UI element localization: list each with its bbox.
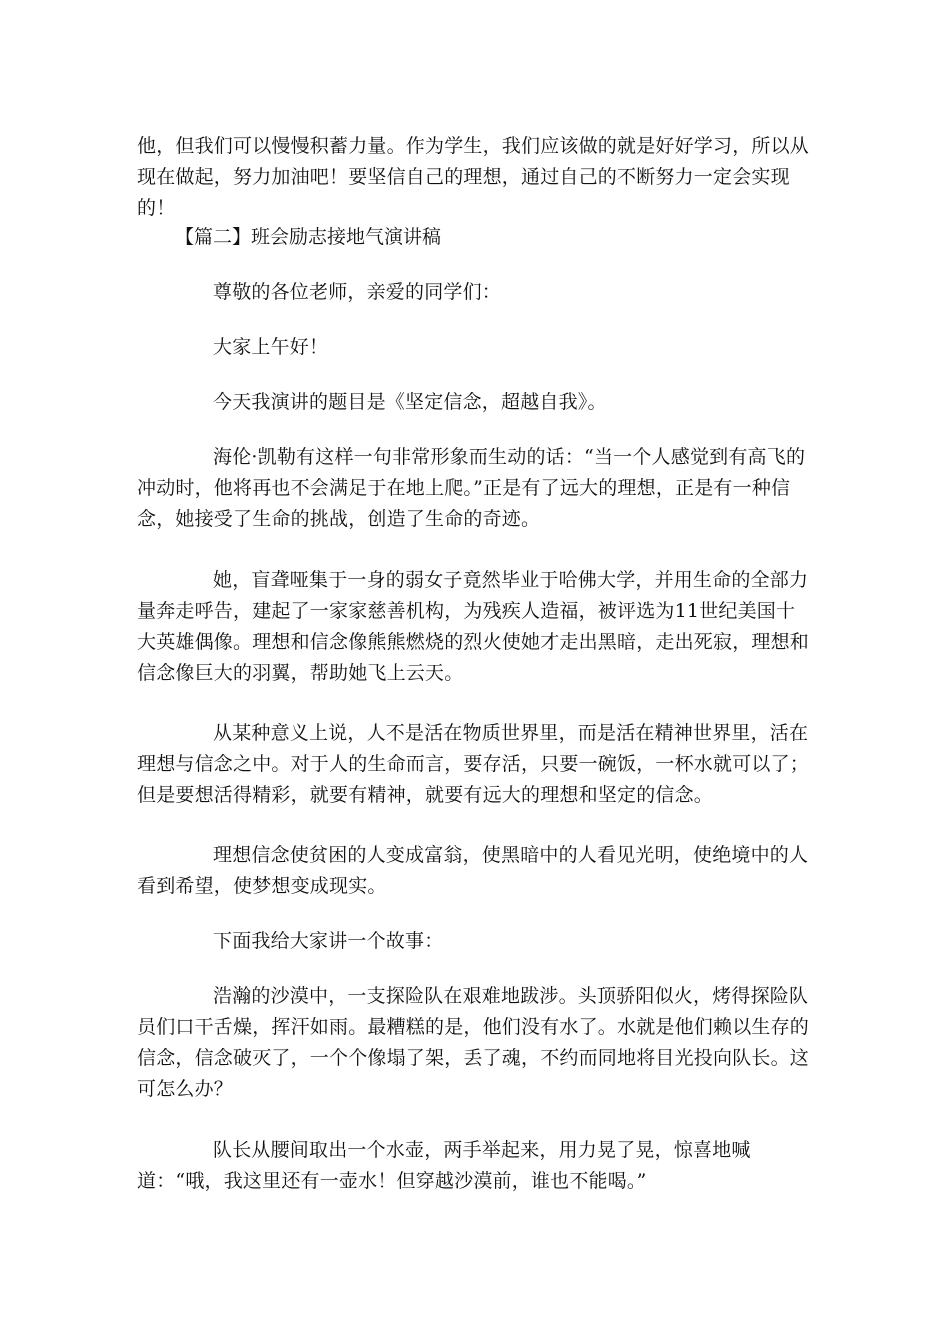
paragraph-topic: 今天我演讲的题目是《坚定信念，超越自我》。 <box>213 391 607 413</box>
paragraph-desert-story: 浩瀚的沙漠中，一支探险队在艰难地跋涉。头顶骄阳似火，烤得探险队员们口干舌燥，挥汗如雨。最糟糕的是，他们没有水了。水就是他们赖以生存的信念，信念破灭了，一个个像塌了架，丢了魂，不约而同地将目光投向队长。这可怎么办？ <box>137 985 810 1100</box>
paragraph-greeting: 大家上午好！ <box>213 336 329 358</box>
paragraph-salutation: 尊敬的各位老师，亲爱的同学们： <box>213 281 502 303</box>
section-heading: 【篇二】班会励志接地气演讲稿 <box>175 226 442 248</box>
paragraph-story-intro: 下面我给大家讲一个故事： <box>213 930 444 952</box>
paragraph-helen-keller-story: 她，盲聋哑集于一身的弱女子竟然毕业于哈佛大学，并用生命的全部力量奔走呼告，建起了一家家慈善机构，为残疾人造福，被评选为11世纪美国十大英雄偶像。理想和信念像熊熊燃烧的烈火使她才走出黑暗，走出死寂，理想和信念像巨大的羽翼，帮助她飞上云天。 <box>137 569 810 684</box>
paragraph-continuation: 他，但我们可以慢慢积蓄力量。作为学生，我们应该做的就是好好学习，所以从现在做起，努力加油吧！要坚信自己的理想，通过自己的不断努力一定会实现的！ <box>137 135 810 219</box>
paragraph-meaning: 从某种意义上说，人不是活在物质世界里，而是活在精神世界里，活在理想与信念之中。对于人的生命而言，要存活，只要一碗饭，一杯水就可以了；但是要想活得精彩，就要有精神，就要有远大的理想和坚定的信念。 <box>137 722 810 806</box>
paragraph-helen-keller-quote: 海伦·凯勒有这样一句非常形象而生动的话：“当一个人感觉到有高飞的冲动时，他将再也不会满足于在地上爬。”正是有了远大的理想，正是有一种信念，她接受了生命的挑战，创造了生命的奇迹。 <box>137 446 806 530</box>
paragraph-belief-power: 理想信念使贫困的人变成富翁，使黑暗中的人看见光明，使绝境中的人看到希望，使梦想变成现实。 <box>137 844 809 897</box>
paragraph-captain: 队长从腰间取出一个水壶，两手举起来，用力晃了晃，惊喜地喊道：“哦，我这里还有一壶水！但穿越沙漠前，谁也不能喝。” <box>137 1139 751 1192</box>
